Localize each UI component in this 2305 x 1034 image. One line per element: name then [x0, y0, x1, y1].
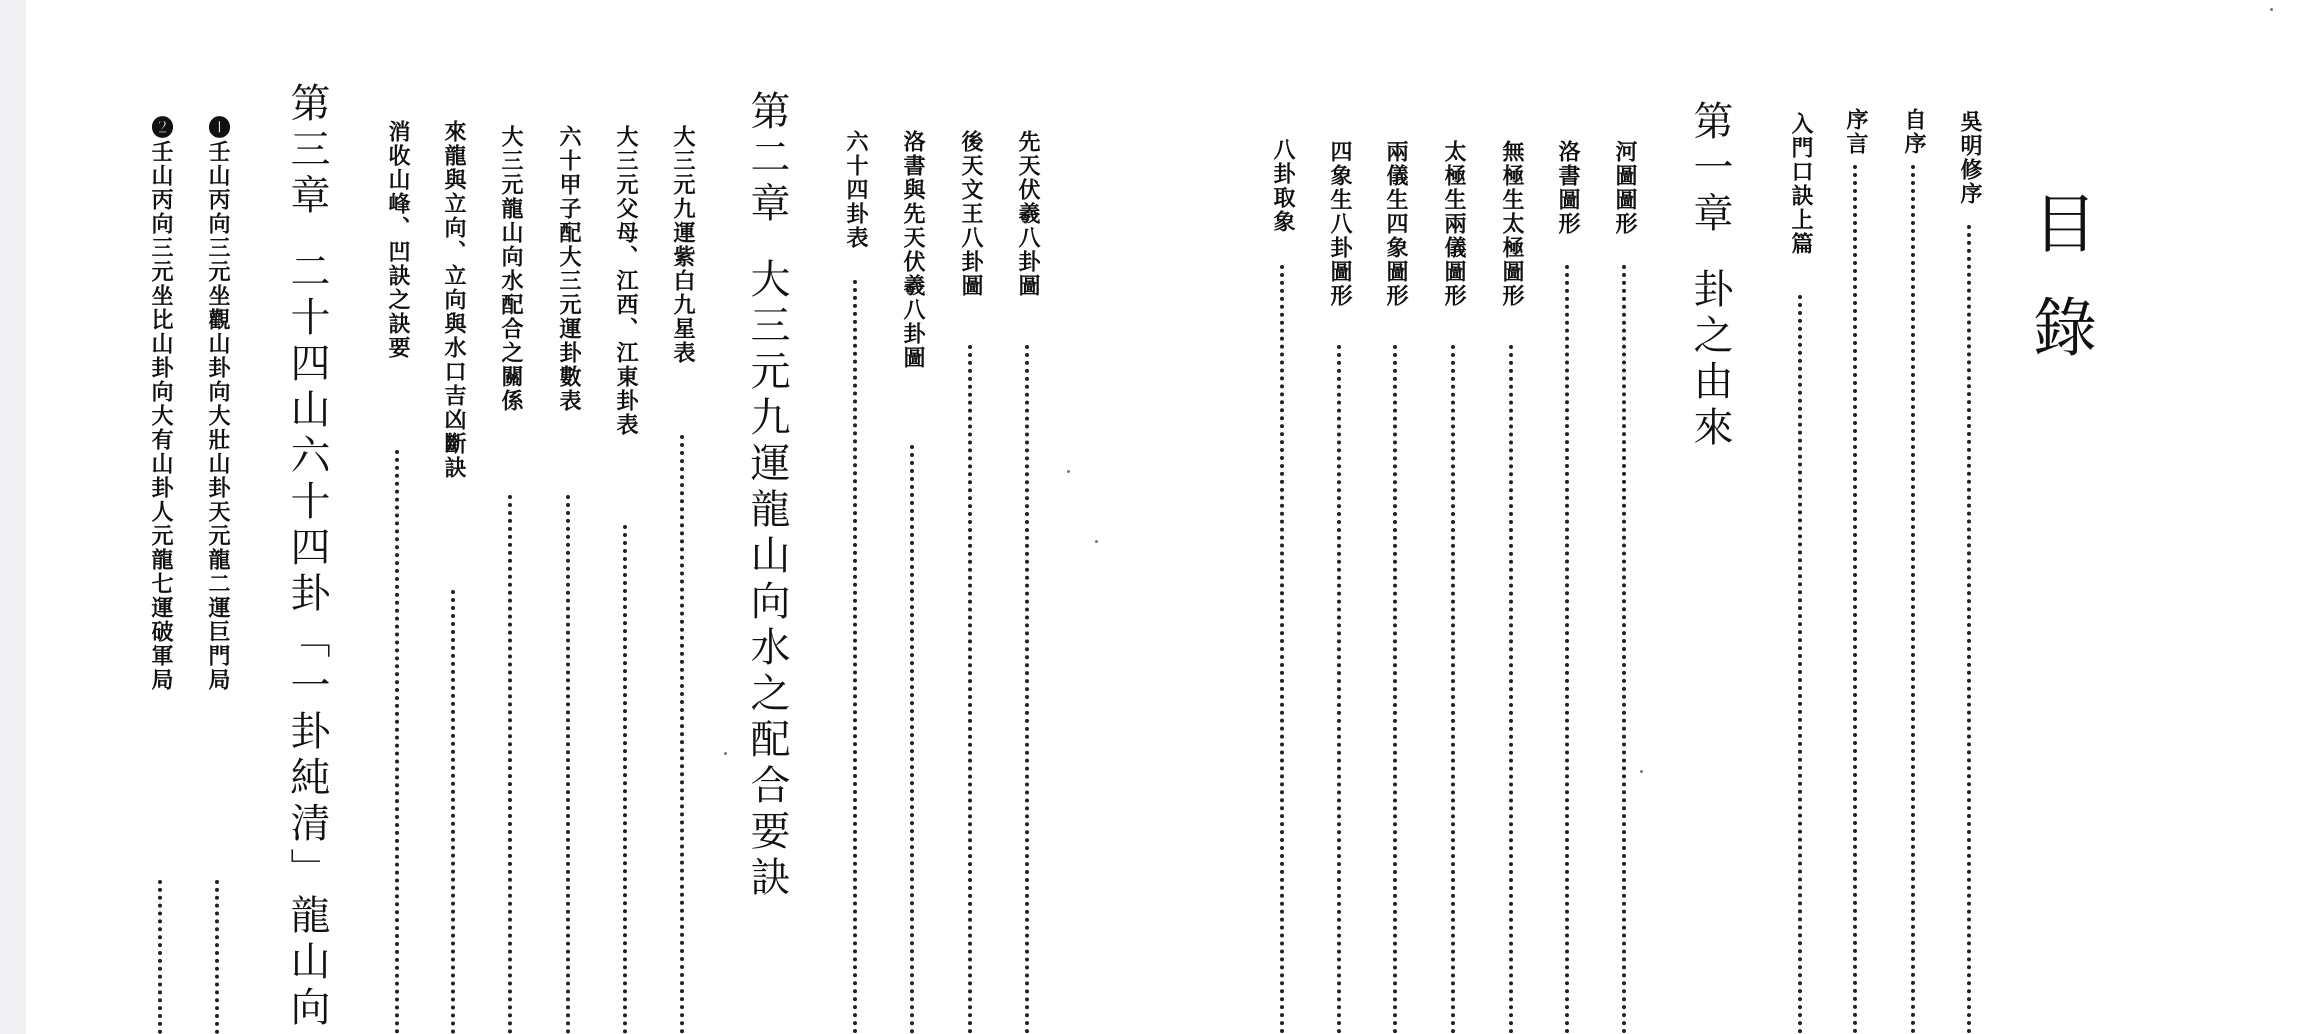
leader-dots [566, 495, 570, 1034]
toc-entry-label: 大三元龍山向水配合之關係 [498, 125, 524, 413]
chapter-heading[interactable] [280, 0, 336, 1034]
leader-dots [158, 880, 162, 1034]
scan-speck [1095, 540, 1098, 543]
page-margin [0, 0, 26, 1034]
toc-entry[interactable] [1378, 0, 1412, 1034]
toc-entry-label: 來龍與立向、立向與水口吉凶斷訣 [441, 120, 467, 480]
scan-speck [1640, 770, 1643, 773]
toc-entry[interactable] [838, 0, 872, 1034]
leader-dots [968, 345, 972, 1034]
leader-dots [1025, 345, 1029, 1034]
chapter-number: 第三章 [284, 82, 330, 220]
toc-entry[interactable] [1607, 0, 1641, 1034]
leader-dots [1280, 265, 1284, 1034]
toc-entry-label: 六十甲子配大三元運卦數表 [556, 125, 582, 413]
toc-entry-label: 四象生八卦圖形 [1327, 140, 1353, 308]
toc-entry[interactable] [1838, 0, 1872, 1034]
toc-entry[interactable] [1952, 0, 1986, 1034]
toc-entry-label: 八卦取象 [1270, 138, 1296, 234]
leader-dots [623, 525, 627, 1034]
toc-entry-label: 河圖圖形 [1612, 140, 1638, 236]
leader-dots [680, 435, 684, 1034]
toc-entry-label: 吳明修序 [1957, 110, 1983, 206]
chapter-title: 二十四山六十四卦「一卦純清」龍山向 [284, 250, 330, 1032]
chapter-heading[interactable] [1683, 0, 1739, 1034]
toc-entry[interactable] [380, 0, 414, 1034]
leader-dots [1451, 345, 1455, 1034]
toc-entry-label: ❷壬山丙向三元坐比山卦向大有山卦人元龍七運破軍局 [148, 116, 174, 692]
leader-dots [508, 495, 512, 1034]
chapter-title: 卦之由來 [1687, 268, 1733, 452]
toc-entry-label: 太極生兩儀圖形 [1441, 140, 1467, 308]
toc-entry[interactable] [1265, 0, 1299, 1034]
toc-entry-label: 六十四卦表 [843, 130, 869, 250]
toc-entry[interactable] [1550, 0, 1584, 1034]
toc-entry[interactable] [953, 0, 987, 1034]
leader-dots [1337, 345, 1341, 1034]
toc-entry[interactable] [1494, 0, 1528, 1034]
toc-entry-label: 大三元父母、江西、江東卦表 [613, 125, 639, 437]
toc-entry-label: 兩儀生四象圖形 [1383, 140, 1409, 308]
leader-dots [1622, 265, 1626, 1034]
leader-dots [853, 280, 857, 1034]
toc-entry[interactable] [1322, 0, 1356, 1034]
toc-entry[interactable] [493, 0, 527, 1034]
toc-entry[interactable] [551, 0, 585, 1034]
scan-speck [2270, 8, 2273, 11]
chapter-number: 第一章 [1687, 100, 1733, 238]
toc-entry[interactable] [143, 0, 177, 1034]
leader-dots [1911, 165, 1915, 1034]
leader-dots [1393, 345, 1397, 1034]
toc-entry[interactable] [608, 0, 642, 1034]
leader-dots [395, 450, 399, 1034]
toc-entry[interactable] [1783, 0, 1817, 1034]
scan-speck [1067, 470, 1070, 473]
toc-entry-label: 大三元九運紫白九星表 [670, 125, 696, 365]
leader-dots [910, 445, 914, 1034]
chapter-title: 大三元九運龍山向水之配合要訣 [744, 258, 790, 902]
toc-entry-label: 洛書與先天伏羲八卦圖 [900, 130, 926, 370]
toc-entry-label: 序言 [1843, 108, 1869, 156]
toc-entry[interactable] [665, 0, 699, 1034]
leader-dots [1798, 295, 1802, 1034]
chapter-number: 第二章 [744, 90, 790, 228]
toc-entry[interactable] [1896, 0, 1930, 1034]
leader-dots [451, 590, 455, 1034]
toc-entry[interactable] [436, 0, 470, 1034]
toc-title-column [2022, 0, 2105, 1034]
toc-entry-label: 入門口訣上篇 [1788, 112, 1814, 256]
toc-entry-label: ❶壬山丙向三元坐觀山卦向大壯山卦天元龍二運巨門局 [205, 116, 231, 692]
chapter-heading[interactable] [740, 0, 796, 1034]
toc-entry-label: 先天伏羲八卦圖 [1015, 130, 1041, 298]
toc-entry-label: 洛書圖形 [1555, 140, 1581, 236]
leader-dots [1967, 225, 1971, 1034]
leader-dots [1509, 345, 1513, 1034]
toc-entry[interactable] [1010, 0, 1044, 1034]
leader-dots [215, 880, 219, 1034]
toc-entry-label: 消收山峰、凹訣之訣要 [385, 120, 411, 360]
toc-entry[interactable] [895, 0, 929, 1034]
scan-speck [724, 752, 727, 755]
toc-entry-label: 無極生太極圖形 [1499, 140, 1525, 308]
toc-entry-label: 後天文王八卦圖 [958, 130, 984, 298]
toc-entry[interactable] [1436, 0, 1470, 1034]
leader-dots [1565, 265, 1569, 1034]
toc-entry[interactable] [200, 0, 234, 1034]
leader-dots [1853, 165, 1857, 1034]
page-title: 目錄 [2022, 190, 2096, 398]
toc-entry-label: 自序 [1901, 108, 1927, 156]
